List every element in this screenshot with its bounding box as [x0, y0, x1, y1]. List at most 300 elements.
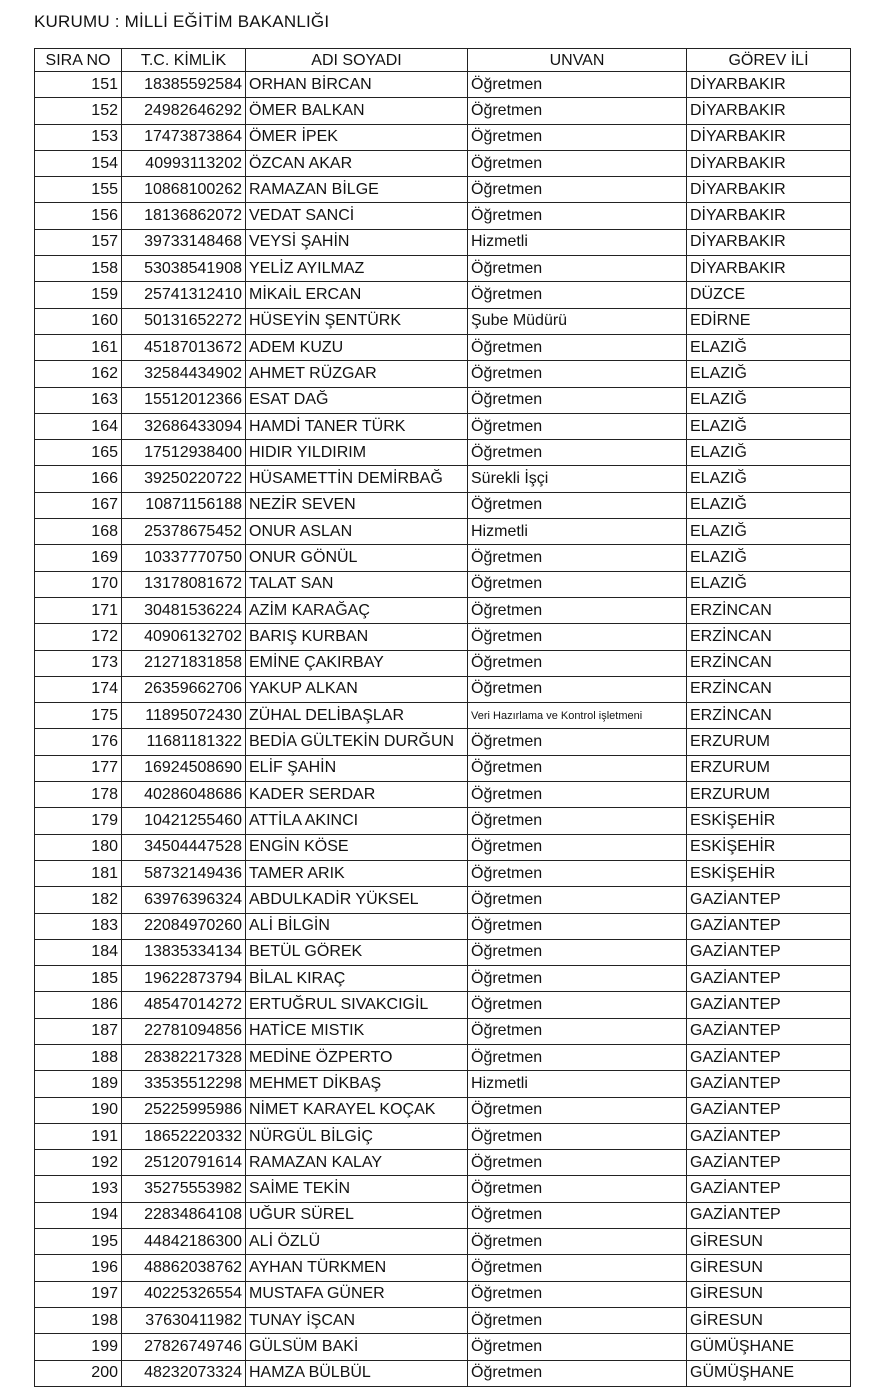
table-row [35, 413, 851, 439]
cell-unvan: Hizmetli [468, 519, 687, 545]
cell-adi-soyadi: YELİZ AYILMAZ [246, 256, 468, 282]
table-row [35, 440, 851, 466]
cell-tc-kimlik: 15512012366 [122, 387, 246, 413]
cell-gorev-ili: ERZİNCAN [687, 676, 851, 702]
cell-tc-kimlik: 16924508690 [122, 755, 246, 781]
cell-adi-soyadi: AHMET RÜZGAR [246, 361, 468, 387]
cell-gorev-ili: GİRESUN [687, 1281, 851, 1307]
table-row [35, 545, 851, 571]
cell-unvan: Öğretmen [468, 992, 687, 1018]
cell-unvan: Öğretmen [468, 1123, 687, 1149]
cell-adi-soyadi: NEZİR SEVEN [246, 492, 468, 518]
cell-gorev-ili: GAZİANTEP [687, 1071, 851, 1097]
cell-gorev-ili: ERZİNCAN [687, 650, 851, 676]
table-row [35, 177, 851, 203]
table-header-row [35, 49, 851, 72]
cell-unvan: Öğretmen [468, 1229, 687, 1255]
cell-gorev-ili: ERZURUM [687, 755, 851, 781]
cell-gorev-ili: GAZİANTEP [687, 1044, 851, 1070]
cell-sira-no: 172 [35, 624, 122, 650]
cell-sira-no: 166 [35, 466, 122, 492]
table-row [35, 334, 851, 360]
cell-gorev-ili: ESKİŞEHİR [687, 860, 851, 886]
table-row [35, 361, 851, 387]
cell-adi-soyadi: MİKAİL ERCAN [246, 282, 468, 308]
cell-sira-no: 160 [35, 308, 122, 334]
table-row [35, 98, 851, 124]
cell-tc-kimlik: 21271831858 [122, 650, 246, 676]
table-row [35, 124, 851, 150]
table-row [35, 808, 851, 834]
cell-unvan: Öğretmen [468, 1202, 687, 1228]
cell-unvan: Öğretmen [468, 282, 687, 308]
cell-gorev-ili: DİYARBAKIR [687, 98, 851, 124]
cell-unvan: Öğretmen [468, 72, 687, 98]
cell-gorev-ili: GAZİANTEP [687, 1097, 851, 1123]
cell-sira-no: 186 [35, 992, 122, 1018]
cell-gorev-ili: ERZİNCAN [687, 703, 851, 729]
cell-gorev-ili: ELAZIĞ [687, 361, 851, 387]
cell-adi-soyadi: RAMAZAN BİLGE [246, 177, 468, 203]
cell-unvan: Öğretmen [468, 1044, 687, 1070]
table-row [35, 1229, 851, 1255]
cell-unvan: Öğretmen [468, 413, 687, 439]
table-row [35, 1123, 851, 1149]
table-row [35, 650, 851, 676]
cell-sira-no: 187 [35, 1018, 122, 1044]
cell-adi-soyadi: YAKUP ALKAN [246, 676, 468, 702]
cell-unvan: Öğretmen [468, 676, 687, 702]
cell-sira-no: 193 [35, 1176, 122, 1202]
table-row [35, 939, 851, 965]
cell-gorev-ili: ELAZIĞ [687, 413, 851, 439]
cell-sira-no: 168 [35, 519, 122, 545]
table-row [35, 1018, 851, 1044]
page-title: KURUMU : MİLLİ EĞİTİM BAKANLIĞI [34, 12, 330, 31]
cell-adi-soyadi: GÜLSÜM BAKİ [246, 1334, 468, 1360]
cell-adi-soyadi: ÖMER BALKAN [246, 98, 468, 124]
cell-tc-kimlik: 37630411982 [122, 1307, 246, 1333]
cell-sira-no: 191 [35, 1123, 122, 1149]
cell-tc-kimlik: 35275553982 [122, 1176, 246, 1202]
table-row [35, 992, 851, 1018]
cell-adi-soyadi: ONUR GÖNÜL [246, 545, 468, 571]
cell-unvan: Öğretmen [468, 98, 687, 124]
cell-unvan: Öğretmen [468, 782, 687, 808]
cell-tc-kimlik: 40225326554 [122, 1281, 246, 1307]
cell-sira-no: 173 [35, 650, 122, 676]
table-row [35, 492, 851, 518]
cell-adi-soyadi: ABDULKADİR YÜKSEL [246, 887, 468, 913]
cell-sira-no: 183 [35, 913, 122, 939]
cell-adi-soyadi: TAMER ARIK [246, 860, 468, 886]
cell-tc-kimlik: 25120791614 [122, 1150, 246, 1176]
cell-sira-no: 175 [35, 703, 122, 729]
cell-adi-soyadi: VEDAT SANCİ [246, 203, 468, 229]
cell-sira-no: 178 [35, 782, 122, 808]
cell-gorev-ili: GAZİANTEP [687, 966, 851, 992]
cell-gorev-ili: EDİRNE [687, 308, 851, 334]
table-row [35, 519, 851, 545]
cell-unvan: Öğretmen [468, 624, 687, 650]
cell-adi-soyadi: ATTİLA AKINCI [246, 808, 468, 834]
cell-gorev-ili: ELAZIĞ [687, 440, 851, 466]
cell-tc-kimlik: 17512938400 [122, 440, 246, 466]
cell-unvan: Öğretmen [468, 729, 687, 755]
cell-adi-soyadi: BİLAL KIRAÇ [246, 966, 468, 992]
cell-sira-no: 198 [35, 1307, 122, 1333]
cell-tc-kimlik: 40993113202 [122, 150, 246, 176]
column-header-gorev-ili: GÖREV İLİ [687, 49, 851, 72]
cell-gorev-ili: ELAZIĞ [687, 334, 851, 360]
cell-tc-kimlik: 33535512298 [122, 1071, 246, 1097]
cell-gorev-ili: GAZİANTEP [687, 1150, 851, 1176]
cell-tc-kimlik: 40286048686 [122, 782, 246, 808]
cell-adi-soyadi: KADER SERDAR [246, 782, 468, 808]
table-row [35, 729, 851, 755]
cell-adi-soyadi: BETÜL GÖREK [246, 939, 468, 965]
cell-gorev-ili: ELAZIĞ [687, 571, 851, 597]
cell-unvan: Öğretmen [468, 361, 687, 387]
cell-gorev-ili: ESKİŞEHİR [687, 808, 851, 834]
cell-unvan: Sürekli İşçi [468, 466, 687, 492]
cell-sira-no: 192 [35, 1150, 122, 1176]
cell-adi-soyadi: AZİM KARAĞAÇ [246, 597, 468, 623]
cell-adi-soyadi: NİMET KARAYEL KOÇAK [246, 1097, 468, 1123]
cell-tc-kimlik: 39250220722 [122, 466, 246, 492]
cell-unvan: Öğretmen [468, 939, 687, 965]
cell-sira-no: 154 [35, 150, 122, 176]
cell-sira-no: 171 [35, 597, 122, 623]
cell-tc-kimlik: 30481536224 [122, 597, 246, 623]
table-row [35, 887, 851, 913]
cell-tc-kimlik: 22781094856 [122, 1018, 246, 1044]
cell-sira-no: 169 [35, 545, 122, 571]
cell-sira-no: 188 [35, 1044, 122, 1070]
cell-gorev-ili: GAZİANTEP [687, 1018, 851, 1044]
cell-adi-soyadi: ESAT DAĞ [246, 387, 468, 413]
cell-tc-kimlik: 10421255460 [122, 808, 246, 834]
cell-tc-kimlik: 27826749746 [122, 1334, 246, 1360]
table-row [35, 1097, 851, 1123]
cell-unvan: Öğretmen [468, 124, 687, 150]
cell-sira-no: 153 [35, 124, 122, 150]
cell-adi-soyadi: SAİME TEKİN [246, 1176, 468, 1202]
cell-sira-no: 155 [35, 177, 122, 203]
cell-sira-no: 170 [35, 571, 122, 597]
cell-adi-soyadi: NÜRGÜL BİLGİÇ [246, 1123, 468, 1149]
cell-sira-no: 182 [35, 887, 122, 913]
cell-adi-soyadi: MEDİNE ÖZPERTO [246, 1044, 468, 1070]
cell-gorev-ili: ELAZIĞ [687, 519, 851, 545]
cell-gorev-ili: GAZİANTEP [687, 1176, 851, 1202]
cell-gorev-ili: DİYARBAKIR [687, 150, 851, 176]
cell-tc-kimlik: 26359662706 [122, 676, 246, 702]
cell-tc-kimlik: 50131652272 [122, 308, 246, 334]
cell-tc-kimlik: 18385592584 [122, 72, 246, 98]
cell-adi-soyadi: HÜSEYİN ŞENTÜRK [246, 308, 468, 334]
cell-adi-soyadi: HIDIR YILDIRIM [246, 440, 468, 466]
cell-tc-kimlik: 28382217328 [122, 1044, 246, 1070]
cell-unvan: Öğretmen [468, 1018, 687, 1044]
cell-tc-kimlik: 25378675452 [122, 519, 246, 545]
cell-sira-no: 195 [35, 1229, 122, 1255]
cell-adi-soyadi: EMİNE ÇAKIRBAY [246, 650, 468, 676]
cell-adi-soyadi: BARIŞ KURBAN [246, 624, 468, 650]
column-header-sira-no: SIRA NO [35, 49, 122, 72]
cell-sira-no: 184 [35, 939, 122, 965]
table-row [35, 1176, 851, 1202]
cell-sira-no: 177 [35, 755, 122, 781]
cell-adi-soyadi: ELİF ŞAHİN [246, 755, 468, 781]
cell-sira-no: 194 [35, 1202, 122, 1228]
table-row [35, 676, 851, 702]
cell-unvan: Öğretmen [468, 1097, 687, 1123]
cell-sira-no: 176 [35, 729, 122, 755]
table-row [35, 1202, 851, 1228]
cell-unvan: Öğretmen [468, 755, 687, 781]
cell-sira-no: 185 [35, 966, 122, 992]
cell-tc-kimlik: 39733148468 [122, 229, 246, 255]
cell-tc-kimlik: 45187013672 [122, 334, 246, 360]
cell-adi-soyadi: MUSTAFA GÜNER [246, 1281, 468, 1307]
column-header-unvan: UNVAN [468, 49, 687, 72]
cell-sira-no: 197 [35, 1281, 122, 1307]
cell-adi-soyadi: ÖMER İPEK [246, 124, 468, 150]
cell-unvan: Şube Müdürü [468, 308, 687, 334]
table-row [35, 1255, 851, 1281]
cell-gorev-ili: ELAZIĞ [687, 492, 851, 518]
cell-sira-no: 156 [35, 203, 122, 229]
table-row [35, 966, 851, 992]
cell-unvan: Hizmetli [468, 1071, 687, 1097]
table-row [35, 387, 851, 413]
cell-gorev-ili: ERZURUM [687, 729, 851, 755]
cell-unvan: Öğretmen [468, 1307, 687, 1333]
cell-unvan: Öğretmen [468, 203, 687, 229]
table-row [35, 466, 851, 492]
cell-adi-soyadi: HAMDİ TANER TÜRK [246, 413, 468, 439]
cell-sira-no: 196 [35, 1255, 122, 1281]
personnel-table [34, 48, 851, 1387]
cell-sira-no: 179 [35, 808, 122, 834]
cell-gorev-ili: DİYARBAKIR [687, 124, 851, 150]
column-header-adi-soyadi: ADI SOYADI [246, 49, 468, 72]
cell-tc-kimlik: 34504447528 [122, 834, 246, 860]
cell-unvan: Öğretmen [468, 334, 687, 360]
table-row [35, 1071, 851, 1097]
cell-gorev-ili: DÜZCE [687, 282, 851, 308]
table-row [35, 282, 851, 308]
cell-unvan: Öğretmen [468, 150, 687, 176]
cell-adi-soyadi: ÖZCAN AKAR [246, 150, 468, 176]
table-row [35, 256, 851, 282]
table-row [35, 1360, 851, 1386]
table-row [35, 755, 851, 781]
cell-unvan: Öğretmen [468, 913, 687, 939]
cell-gorev-ili: DİYARBAKIR [687, 229, 851, 255]
cell-gorev-ili: GÜMÜŞHANE [687, 1334, 851, 1360]
cell-sira-no: 167 [35, 492, 122, 518]
cell-unvan: Öğretmen [468, 545, 687, 571]
cell-sira-no: 181 [35, 860, 122, 886]
cell-tc-kimlik: 25741312410 [122, 282, 246, 308]
table-row [35, 72, 851, 98]
cell-unvan: Öğretmen [468, 1334, 687, 1360]
cell-gorev-ili: GAZİANTEP [687, 939, 851, 965]
cell-adi-soyadi: UĞUR SÜREL [246, 1202, 468, 1228]
cell-gorev-ili: GAZİANTEP [687, 992, 851, 1018]
cell-gorev-ili: GAZİANTEP [687, 1123, 851, 1149]
cell-tc-kimlik: 22084970260 [122, 913, 246, 939]
cell-gorev-ili: GÜMÜŞHANE [687, 1360, 851, 1386]
cell-adi-soyadi: HÜSAMETTİN DEMİRBAĞ [246, 466, 468, 492]
cell-sira-no: 157 [35, 229, 122, 255]
cell-unvan: Öğretmen [468, 887, 687, 913]
cell-tc-kimlik: 18652220332 [122, 1123, 246, 1149]
cell-unvan: Öğretmen [468, 571, 687, 597]
cell-sira-no: 152 [35, 98, 122, 124]
cell-tc-kimlik: 10871156188 [122, 492, 246, 518]
cell-adi-soyadi: ENGİN KÖSE [246, 834, 468, 860]
table-row [35, 150, 851, 176]
column-header-tc-kimlik: T.C. KİMLİK [122, 49, 246, 72]
cell-adi-soyadi: BEDİA GÜLTEKİN DURĞUN [246, 729, 468, 755]
cell-sira-no: 159 [35, 282, 122, 308]
cell-gorev-ili: GAZİANTEP [687, 913, 851, 939]
table-row [35, 571, 851, 597]
table-row [35, 1334, 851, 1360]
cell-tc-kimlik: 22834864108 [122, 1202, 246, 1228]
cell-tc-kimlik: 11895072430 [122, 703, 246, 729]
cell-sira-no: 165 [35, 440, 122, 466]
cell-adi-soyadi: RAMAZAN KALAY [246, 1150, 468, 1176]
cell-adi-soyadi: ONUR ASLAN [246, 519, 468, 545]
cell-unvan: Öğretmen [468, 177, 687, 203]
cell-unvan: Öğretmen [468, 256, 687, 282]
table-row [35, 834, 851, 860]
cell-unvan: Öğretmen [468, 492, 687, 518]
cell-unvan: Öğretmen [468, 834, 687, 860]
cell-adi-soyadi: HAMZA BÜLBÜL [246, 1360, 468, 1386]
cell-gorev-ili: DİYARBAKIR [687, 256, 851, 282]
cell-tc-kimlik: 48232073324 [122, 1360, 246, 1386]
cell-unvan: Öğretmen [468, 650, 687, 676]
cell-sira-no: 164 [35, 413, 122, 439]
cell-tc-kimlik: 32686433094 [122, 413, 246, 439]
table-row [35, 229, 851, 255]
cell-unvan: Öğretmen [468, 966, 687, 992]
cell-unvan: Öğretmen [468, 1255, 687, 1281]
table-row [35, 624, 851, 650]
table-row [35, 1281, 851, 1307]
table-row [35, 203, 851, 229]
table-row [35, 308, 851, 334]
table-row [35, 913, 851, 939]
cell-adi-soyadi: ALİ ÖZLÜ [246, 1229, 468, 1255]
cell-sira-no: 190 [35, 1097, 122, 1123]
cell-tc-kimlik: 10337770750 [122, 545, 246, 571]
cell-tc-kimlik: 40906132702 [122, 624, 246, 650]
cell-sira-no: 174 [35, 676, 122, 702]
cell-tc-kimlik: 25225995986 [122, 1097, 246, 1123]
cell-adi-soyadi: ZÜHAL DELİBAŞLAR [246, 703, 468, 729]
cell-sira-no: 161 [35, 334, 122, 360]
cell-sira-no: 199 [35, 1334, 122, 1360]
cell-sira-no: 162 [35, 361, 122, 387]
cell-unvan: Öğretmen [468, 1150, 687, 1176]
cell-sira-no: 180 [35, 834, 122, 860]
cell-gorev-ili: ERZİNCAN [687, 597, 851, 623]
cell-tc-kimlik: 53038541908 [122, 256, 246, 282]
cell-unvan: Öğretmen [468, 597, 687, 623]
cell-tc-kimlik: 11681181322 [122, 729, 246, 755]
cell-adi-soyadi: MEHMET DİKBAŞ [246, 1071, 468, 1097]
cell-gorev-ili: ELAZIĞ [687, 387, 851, 413]
table-row [35, 782, 851, 808]
cell-gorev-ili: GİRESUN [687, 1229, 851, 1255]
table-row [35, 1307, 851, 1333]
cell-gorev-ili: ELAZIĞ [687, 466, 851, 492]
cell-adi-soyadi: VEYSİ ŞAHİN [246, 229, 468, 255]
cell-gorev-ili: DİYARBAKIR [687, 203, 851, 229]
cell-gorev-ili: ERZURUM [687, 782, 851, 808]
cell-gorev-ili: GAZİANTEP [687, 1202, 851, 1228]
cell-adi-soyadi: HATİCE MISTIK [246, 1018, 468, 1044]
cell-tc-kimlik: 63976396324 [122, 887, 246, 913]
cell-adi-soyadi: AYHAN TÜRKMEN [246, 1255, 468, 1281]
cell-gorev-ili: ERZİNCAN [687, 624, 851, 650]
cell-unvan: Öğretmen [468, 440, 687, 466]
cell-tc-kimlik: 32584434902 [122, 361, 246, 387]
cell-gorev-ili: GİRESUN [687, 1307, 851, 1333]
cell-gorev-ili: DİYARBAKIR [687, 177, 851, 203]
cell-adi-soyadi: ALİ BİLGİN [246, 913, 468, 939]
cell-unvan: Veri Hazırlama ve Kontrol işletmeni [468, 703, 687, 729]
table-row [35, 1150, 851, 1176]
table-row [35, 597, 851, 623]
cell-tc-kimlik: 48547014272 [122, 992, 246, 1018]
cell-adi-soyadi: ADEM KUZU [246, 334, 468, 360]
cell-adi-soyadi: TUNAY İŞCAN [246, 1307, 468, 1333]
cell-unvan: Öğretmen [468, 1360, 687, 1386]
cell-unvan: Hizmetli [468, 229, 687, 255]
table-body [35, 72, 851, 1387]
cell-tc-kimlik: 24982646292 [122, 98, 246, 124]
cell-gorev-ili: GİRESUN [687, 1255, 851, 1281]
cell-adi-soyadi: ERTUĞRUL SIVAKCIGİL [246, 992, 468, 1018]
cell-unvan: Öğretmen [468, 860, 687, 886]
cell-tc-kimlik: 10868100262 [122, 177, 246, 203]
cell-sira-no: 151 [35, 72, 122, 98]
table-row [35, 860, 851, 886]
cell-tc-kimlik: 48862038762 [122, 1255, 246, 1281]
table-row [35, 703, 851, 729]
cell-unvan: Öğretmen [468, 1281, 687, 1307]
cell-gorev-ili: DİYARBAKIR [687, 72, 851, 98]
cell-adi-soyadi: TALAT SAN [246, 571, 468, 597]
cell-gorev-ili: GAZİANTEP [687, 887, 851, 913]
cell-gorev-ili: ESKİŞEHİR [687, 834, 851, 860]
cell-unvan: Öğretmen [468, 1176, 687, 1202]
cell-sira-no: 158 [35, 256, 122, 282]
cell-tc-kimlik: 17473873864 [122, 124, 246, 150]
cell-tc-kimlik: 58732149436 [122, 860, 246, 886]
cell-adi-soyadi: ORHAN BİRCAN [246, 72, 468, 98]
cell-sira-no: 200 [35, 1360, 122, 1386]
cell-gorev-ili: ELAZIĞ [687, 545, 851, 571]
cell-tc-kimlik: 44842186300 [122, 1229, 246, 1255]
